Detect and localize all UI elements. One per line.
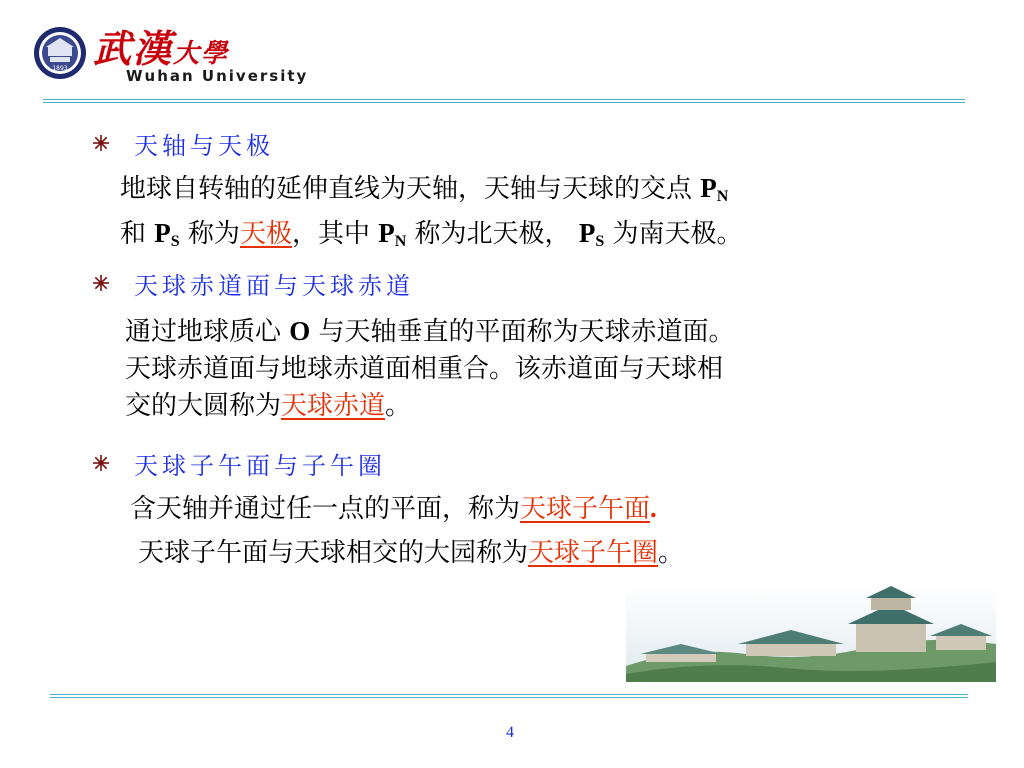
footer-divider (50, 694, 968, 699)
campus-building-image (626, 586, 996, 682)
header-divider (43, 99, 965, 104)
snowflake-bullet-icon (92, 454, 110, 472)
section-3-line-2: 天球子午面与天球相交的大园称为天球子午圈。 (138, 538, 685, 568)
section-3-line-1: 含天轴并通过任一点的平面，称为天球子午面. (130, 493, 657, 524)
section-heading-text: 天球赤道面与天球赤道 (134, 271, 414, 300)
section-heading-text: 天球子午面与子午圈 (134, 451, 386, 480)
section-heading-text: 天轴与天极 (134, 131, 274, 160)
university-seal-logo (33, 26, 87, 80)
term-celestial-pole: 天极 (239, 219, 292, 249)
university-name-en: Wuhan University (126, 67, 309, 85)
term-meridian-plane: 天球子午面 (520, 494, 651, 524)
snowflake-bullet-icon (92, 134, 110, 152)
page-number: 4 (506, 724, 514, 741)
text-line: 天球赤道面与地球赤道面相重合。该赤道面与天球相 (125, 354, 724, 384)
text-line: 通过地球质心 O 与天轴垂直的平面称为天球赤道面。 (125, 316, 735, 347)
snowflake-bullet-icon (92, 274, 110, 292)
section-2-paragraph (125, 313, 735, 425)
term-celestial-equator: 天球赤道 (281, 391, 386, 421)
text-line: 和 $P_S$ 称为天极，其中 $P_N$ 称为北天极， $P_S$ 为南天极。 (120, 218, 743, 250)
university-name-cn (93, 18, 229, 73)
section-heading-1 (92, 126, 274, 160)
seal-year: 1893 (52, 65, 68, 72)
section-heading-2 (92, 266, 414, 300)
section-heading-3 (92, 446, 386, 480)
text-line: 地球自转轴的延伸直线为天轴，天轴与天球的交点 $P_N$ (120, 173, 729, 205)
university-name-cn-small: 大學 (173, 39, 230, 69)
text-line: 交的大圆称为天球赤道。 (125, 391, 412, 421)
term-meridian-circle: 天球子午圈 (528, 538, 659, 568)
slide-header (0, 0, 1024, 100)
university-name-cn-big: 武漢 (93, 26, 174, 71)
section-1-paragraph (120, 170, 742, 260)
